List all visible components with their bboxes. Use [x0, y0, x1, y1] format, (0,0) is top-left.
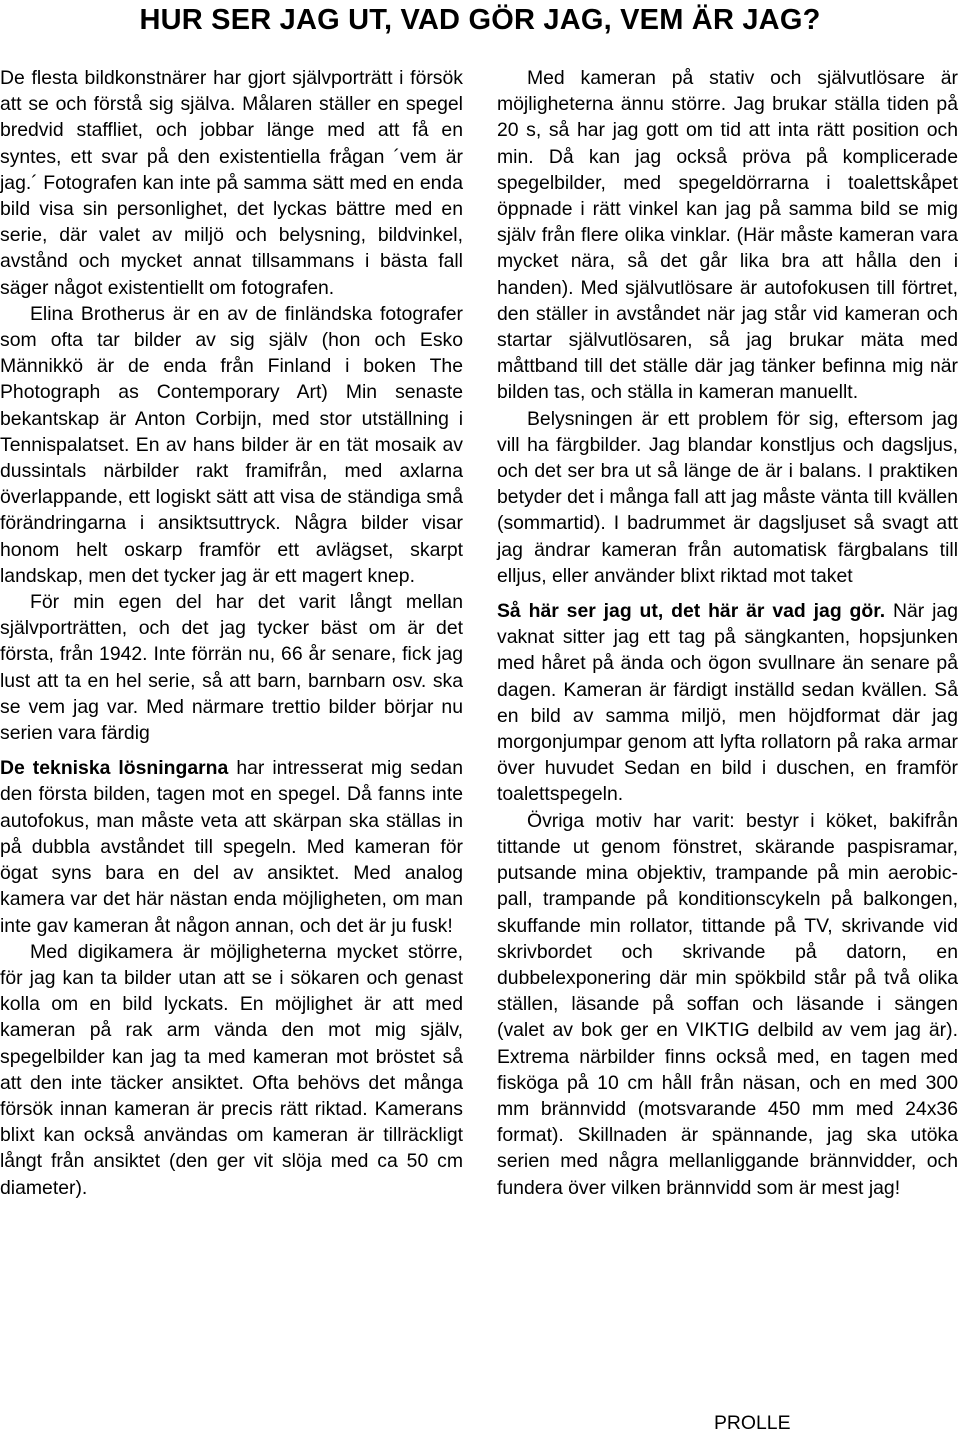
left-column [0, 65, 463, 1201]
paragraph-other-motifs: Övriga motiv har varit: bestyr i köket, bakifrån tittande ut genom fönstret, skärande paspisramar, putsande mina objektiv, trampande på min aerobic-pall, trampande på konditionscykeln på balkongen, skuffande min rollator, tittande på TV, skrivande vid skrivbordet och skrivande på datorn, en dubbelexponering där min spökbild står på två olika ställen, läsande på soffan och läsande i sängen (valet av bok ger en VIKTIG delbild av vem jag är). Extrema närbilder finns också med, en tagen med fisköga på 10 cm håll från näsan, och en med 300 mm brännvidd (motsvarande 450 mm med 24x36 format). Skillnaden är spännande, jag ska utöka serien med några mellanliggande brännvidder, och fundera över vilken brännvidd som är mest jag! [497, 809, 958, 1199]
paragraph-intro: De flesta bildkonstnärer har gjort självporträtt i försök att se och förstå sig själva. Målaren ställer en spegel bredvid staffliet, och jobbar länge med att få en syntes, ett svar på den existentiella frågan ´vem är jag.´ Fotografen kan inte på samma sätt med en enda bild visa sin personlighet, det lyckas bättre med en serie, där valet av miljö och belysning, bildvinkel, avstånd och mycket annat tillsammans i bästa fall säger något existentiellt om fotografen. [0, 67, 463, 299]
paragraph-lighting: Belysningen är ett problem för sig, eftersom jag vill ha färgbilder. Jag blandar konstljus och dagsljus, och det ser bra ut så länge de är i balans. I praktiken betyder det i många fall att jag måste vänta till kvällen (sommartid). I badrummet är dagsljuset så svagt att jag ändrar kameran från automatisk färgbalans till elljus, eller använder blixt riktad mot taket [497, 407, 958, 587]
how-i-look-heading: Så här ser jag ut, det här är vad jag gör. [497, 600, 886, 623]
page-title: HUR SER JAG UT, VAD GÖR JAG, VEM ÄR JAG? [139, 4, 821, 36]
author-signature: PROLLE [714, 1412, 791, 1434]
paragraph-elina-brotherus: Elina Brotherus är en av de finländska fotografer som ofta tar bilder av sig själv (hon och Esko Männikkö är de enda från Finland i boken The Photograph as Contemporary Art) Min senaste bekantskap är Anton Corbijn, med stor utställning i Tennispalatset. En av hans bilder är en tät mosaik av dussintals närbilder rakt framifrån, med axlarna överlappande, ett logiskt sätt att visa de ständiga små förändringarna i ansiktsuttryck. Några bilder visar honom helt oskarp framför ett avlägset, skarpt landskap, men det tycker jag är ett magert knep. [0, 302, 463, 587]
paragraph-tripod-self-timer: Med kameran på stativ och självutlösare är möjligheterna ännu större. Jag brukar ställa tiden på 20 s, så har jag gott om tid att inta rätt position och min. Då kan jag också pröva på komplicerade spegelbilder, med spegeldörrarna i toalettskåpet öppnade i rätt vinkel kan jag på samma bild se mig själv från flere olika vinklar. (Här måste kameran vara mycket nära, så det går lika bra att hålla den i handen). Med självutlösare är autofokusen till förtret, den ställer in avståndet när jag står vid kameran och startar självutlösaren, så jag brukar mäta med måttband till det ställe där jag tänker befinna mig när bilden tas, och ställa in kameran manuellt. [497, 67, 958, 404]
paragraph-digital-camera: Med digikamera är möjligheterna mycket större, för jag kan ta bilder utan att se i sökaren och genast kolla om en bild lyckats. En möjlighet är att med kameran på rak arm vända den mot mig själv, spegelbilder kan jag ta med kameran mot bröstet så att den inte täcker ansiktet. Ofta behövs det många försök innan kameran är precis rätt riktad. Kamerans blixt kan också användas om kameran är tillräckligt långt från ansiktet (den ger vit slöja med ca 50 cm diameter). [0, 940, 463, 1199]
paragraph-how-i-look [497, 598, 958, 808]
how-i-look-text: När jag vaknat sitter jag ett tag på sängkanten, hopsjunken med håret på ända och ögon svullnare än senare på dagen. Kameran är färdigt inställd sedan kvällen. Så en bild av samma miljö, men höjdformat där jag morgonjumpar genom att lyfta rollatorn på raka armar över huvudet Sedan en bild i duschen, en framför toalettspegeln. [497, 600, 958, 806]
technical-solutions-text: har intresserat mig sedan den första bilden, tagen mot en spegel. Då fanns inte autofokus, man måste veta att skärpan ska ställas in på dubbla avståndet till spegeln. Med kameran för ögat syns bara en del av ansiktet. Med analog kamera var det här nästan enda möjligheten, om man inte gav kameran åt någon annan, och det är ju fusk! [0, 757, 463, 937]
technical-solutions-heading: De tekniska lösningarna [0, 757, 229, 780]
paragraph-technical-solutions [0, 755, 463, 938]
right-column [497, 65, 958, 1201]
paragraph-own-portraits: För min egen del har det varit långt mellan självporträtten, och det jag tycker bäst om är det första, från 1942. Inte förrän nu, 66 år senare, fick jag lust att ta en hel serie, så att barn, barnbarn osv. ska se vem jag var. Med närmare trettio bilder börjar nu serien vara färdig [0, 591, 463, 745]
